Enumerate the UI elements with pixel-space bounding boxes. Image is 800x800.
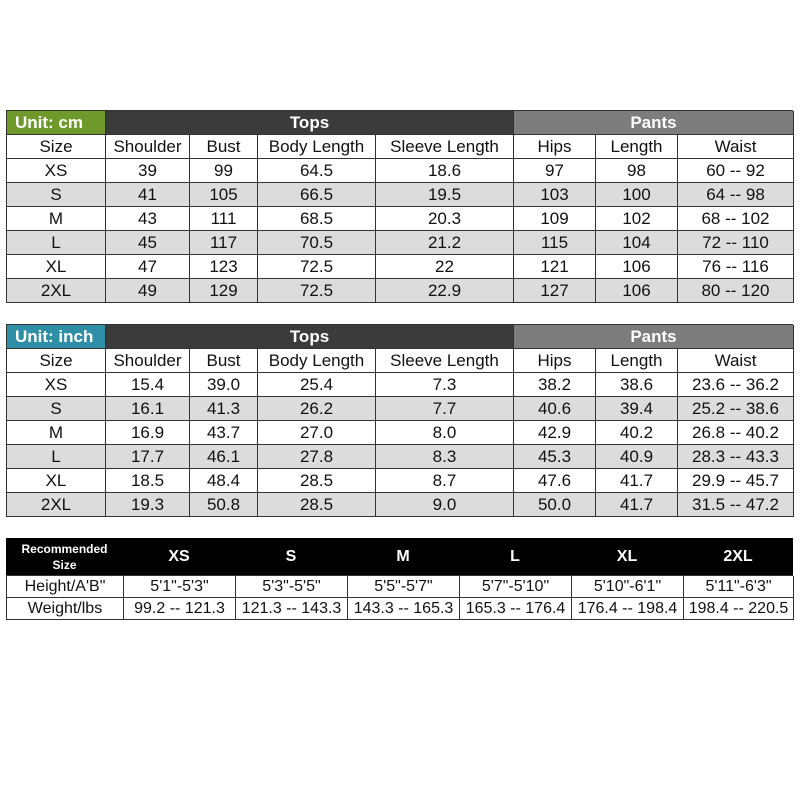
table-cell: 42.9 bbox=[514, 421, 596, 445]
table-cell: 39 bbox=[106, 159, 190, 183]
table-cell: 72 -- 110 bbox=[678, 231, 794, 255]
table-cell: 127 bbox=[514, 279, 596, 303]
table-cell: 106 bbox=[596, 279, 678, 303]
table-cell: 105 bbox=[190, 183, 258, 207]
size-cell: L bbox=[7, 445, 106, 469]
size-cell: S bbox=[7, 397, 106, 421]
column-header-length: Length bbox=[596, 135, 678, 159]
table-cell: 27.8 bbox=[258, 445, 376, 469]
table-cell: 72.5 bbox=[258, 255, 376, 279]
recommended-size-header: XS bbox=[168, 547, 190, 565]
size-cell: 2XL bbox=[7, 493, 106, 517]
table-cell: 43.7 bbox=[190, 421, 258, 445]
recommended-grid bbox=[6, 575, 793, 620]
table-cell: 50.0 bbox=[514, 493, 596, 517]
tops-header: Tops bbox=[106, 111, 514, 135]
table-cell: 106 bbox=[596, 255, 678, 279]
table-cell: 49 bbox=[106, 279, 190, 303]
table-cell: 8.7 bbox=[376, 469, 514, 493]
column-header-size: Size bbox=[7, 349, 106, 373]
size-cell: 2XL bbox=[7, 279, 106, 303]
pants-header: Pants bbox=[514, 325, 794, 349]
table-cell: 38.2 bbox=[514, 373, 596, 397]
table-cell: 21.2 bbox=[376, 231, 514, 255]
inch-size-table bbox=[6, 324, 793, 517]
table-cell: 26.2 bbox=[258, 397, 376, 421]
table-cell: 98 bbox=[596, 159, 678, 183]
recommended-title-line2: Size bbox=[52, 557, 77, 572]
cm-grid bbox=[6, 110, 793, 303]
table-cell: 47 bbox=[106, 255, 190, 279]
column-header-shoulder: Shoulder bbox=[106, 349, 190, 373]
table-cell: 8.0 bbox=[376, 421, 514, 445]
table-cell: 47.6 bbox=[514, 469, 596, 493]
recommended-size-header: 2XL bbox=[723, 547, 753, 565]
recommended-cell: 5'7"-5'10" bbox=[460, 576, 572, 598]
table-cell: 7.7 bbox=[376, 397, 514, 421]
tops-header: Tops bbox=[106, 325, 514, 349]
table-cell: 40.2 bbox=[596, 421, 678, 445]
table-cell: 31.5 -- 47.2 bbox=[678, 493, 794, 517]
table-cell: 80 -- 120 bbox=[678, 279, 794, 303]
column-header-sleeve-length: Sleeve Length bbox=[376, 349, 514, 373]
recommended-title-line1: Recommended bbox=[21, 541, 108, 556]
table-cell: 68 -- 102 bbox=[678, 207, 794, 231]
column-header-length: Length bbox=[596, 349, 678, 373]
table-cell: 99 bbox=[190, 159, 258, 183]
table-cell: 64 -- 98 bbox=[678, 183, 794, 207]
table-cell: 43 bbox=[106, 207, 190, 231]
table-cell: 17.7 bbox=[106, 445, 190, 469]
table-cell: 68.5 bbox=[258, 207, 376, 231]
size-cell: M bbox=[7, 421, 106, 445]
size-cell: XL bbox=[7, 469, 106, 493]
table-cell: 50.8 bbox=[190, 493, 258, 517]
recommended-header-row bbox=[6, 538, 793, 575]
pants-header: Pants bbox=[514, 111, 794, 135]
table-cell: 27.0 bbox=[258, 421, 376, 445]
table-cell: 41.3 bbox=[190, 397, 258, 421]
recommended-cell: 5'10"-6'1" bbox=[572, 576, 684, 598]
recommended-cell: 176.4 -- 198.4 bbox=[572, 598, 684, 620]
column-header-shoulder: Shoulder bbox=[106, 135, 190, 159]
table-cell: 25.2 -- 38.6 bbox=[678, 397, 794, 421]
table-cell: 48.4 bbox=[190, 469, 258, 493]
table-cell: 20.3 bbox=[376, 207, 514, 231]
table-cell: 123 bbox=[190, 255, 258, 279]
table-cell: 64.5 bbox=[258, 159, 376, 183]
table-cell: 45.3 bbox=[514, 445, 596, 469]
table-cell: 7.3 bbox=[376, 373, 514, 397]
table-cell: 28.5 bbox=[258, 469, 376, 493]
table-cell: 121 bbox=[514, 255, 596, 279]
column-header-bust: Bust bbox=[190, 135, 258, 159]
table-cell: 46.1 bbox=[190, 445, 258, 469]
table-cell: 76 -- 116 bbox=[678, 255, 794, 279]
table-cell: 28.5 bbox=[258, 493, 376, 517]
table-cell: 97 bbox=[514, 159, 596, 183]
table-cell: 26.8 -- 40.2 bbox=[678, 421, 794, 445]
column-header-sleeve-length: Sleeve Length bbox=[376, 135, 514, 159]
recommended-row-label: Weight/lbs bbox=[7, 598, 124, 620]
size-cell: XL bbox=[7, 255, 106, 279]
inch-grid bbox=[6, 324, 793, 517]
table-cell: 70.5 bbox=[258, 231, 376, 255]
table-cell: 8.3 bbox=[376, 445, 514, 469]
column-header-waist: Waist bbox=[678, 135, 794, 159]
table-cell: 115 bbox=[514, 231, 596, 255]
recommended-size-header: M bbox=[396, 547, 410, 565]
recommended-cell: 5'3"-5'5" bbox=[236, 576, 348, 598]
table-cell: 28.3 -- 43.3 bbox=[678, 445, 794, 469]
recommended-size-header: S bbox=[285, 547, 297, 565]
recommended-size-header: L bbox=[510, 547, 520, 565]
table-cell: 45 bbox=[106, 231, 190, 255]
table-cell: 41 bbox=[106, 183, 190, 207]
table-cell: 22.9 bbox=[376, 279, 514, 303]
table-cell: 18.5 bbox=[106, 469, 190, 493]
recommended-cell: 165.3 -- 176.4 bbox=[460, 598, 572, 620]
table-cell: 22 bbox=[376, 255, 514, 279]
table-cell: 25.4 bbox=[258, 373, 376, 397]
recommended-cell: 5'5"-5'7" bbox=[348, 576, 460, 598]
table-cell: 19.3 bbox=[106, 493, 190, 517]
table-cell: 16.9 bbox=[106, 421, 190, 445]
column-header-waist: Waist bbox=[678, 349, 794, 373]
recommended-cell: 121.3 -- 143.3 bbox=[236, 598, 348, 620]
table-cell: 29.9 -- 45.7 bbox=[678, 469, 794, 493]
size-cell: XS bbox=[7, 159, 106, 183]
column-header-hips: Hips bbox=[514, 135, 596, 159]
table-cell: 16.1 bbox=[106, 397, 190, 421]
recommended-cell: 5'1"-5'3" bbox=[124, 576, 236, 598]
recommended-title bbox=[6, 538, 123, 575]
column-header-hips: Hips bbox=[514, 349, 596, 373]
unit-label-inch: Unit: inch bbox=[7, 325, 106, 349]
column-header-body-length: Body Length bbox=[258, 349, 376, 373]
table-cell: 39.4 bbox=[596, 397, 678, 421]
table-cell: 109 bbox=[514, 207, 596, 231]
table-cell: 15.4 bbox=[106, 373, 190, 397]
table-cell: 117 bbox=[190, 231, 258, 255]
table-cell: 19.5 bbox=[376, 183, 514, 207]
recommended-row-label: Height/A'B" bbox=[7, 576, 124, 598]
table-cell: 18.6 bbox=[376, 159, 514, 183]
column-header-body-length: Body Length bbox=[258, 135, 376, 159]
table-cell: 103 bbox=[514, 183, 596, 207]
table-cell: 60 -- 92 bbox=[678, 159, 794, 183]
recommended-cell: 99.2 -- 121.3 bbox=[124, 598, 236, 620]
table-cell: 129 bbox=[190, 279, 258, 303]
column-header-bust: Bust bbox=[190, 349, 258, 373]
table-cell: 23.6 -- 36.2 bbox=[678, 373, 794, 397]
recommended-cell: 143.3 -- 165.3 bbox=[348, 598, 460, 620]
size-cell: S bbox=[7, 183, 106, 207]
size-cell: M bbox=[7, 207, 106, 231]
table-cell: 72.5 bbox=[258, 279, 376, 303]
table-cell: 111 bbox=[190, 207, 258, 231]
recommended-cell: 198.4 -- 220.5 bbox=[684, 598, 794, 620]
unit-label-cm: Unit: cm bbox=[7, 111, 106, 135]
table-cell: 104 bbox=[596, 231, 678, 255]
recommended-cell: 5'11"-6'3" bbox=[684, 576, 794, 598]
recommended-size-header: XL bbox=[616, 547, 638, 565]
column-header-size: Size bbox=[7, 135, 106, 159]
table-cell: 38.6 bbox=[596, 373, 678, 397]
table-cell: 40.9 bbox=[596, 445, 678, 469]
recommended-size-table bbox=[6, 538, 793, 620]
table-cell: 9.0 bbox=[376, 493, 514, 517]
table-cell: 102 bbox=[596, 207, 678, 231]
cm-size-table bbox=[6, 110, 793, 303]
table-cell: 100 bbox=[596, 183, 678, 207]
table-cell: 41.7 bbox=[596, 469, 678, 493]
table-cell: 40.6 bbox=[514, 397, 596, 421]
table-cell: 66.5 bbox=[258, 183, 376, 207]
table-cell: 41.7 bbox=[596, 493, 678, 517]
size-cell: XS bbox=[7, 373, 106, 397]
size-cell: L bbox=[7, 231, 106, 255]
table-cell: 39.0 bbox=[190, 373, 258, 397]
